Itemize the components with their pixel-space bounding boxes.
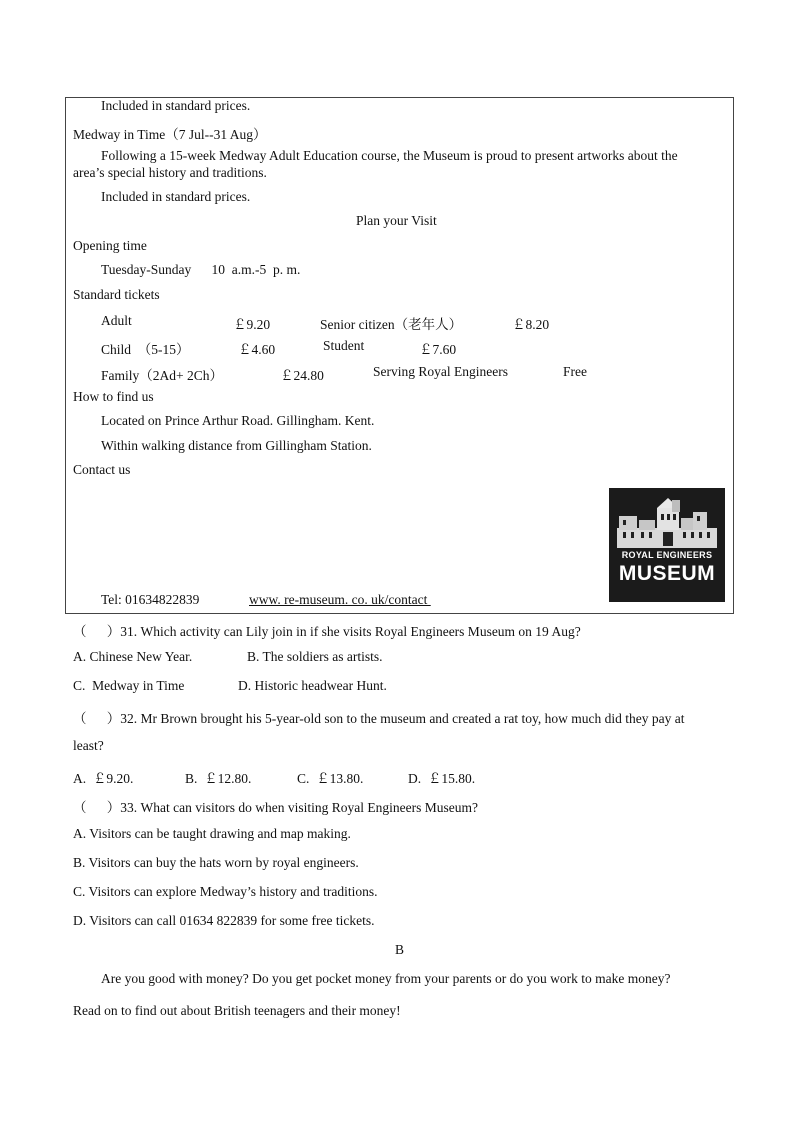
ticket-price-student: ￡7.60 (419, 342, 457, 357)
question-33-option-d: D. Visitors can call 01634 822839 for some free tickets. (73, 913, 375, 928)
section-b-paragraph-line-2: Read on to find out about British teenagers and their money! (73, 1003, 401, 1018)
contact-tel: Tel: 01634822839 (101, 592, 200, 607)
opening-time-heading: Opening time (73, 238, 147, 253)
included-text-2: Included in standard prices. (101, 189, 251, 204)
question-31-stem: （ ）31. Which activity can Lily join in if she visits Royal Engineers Museum on 19 Aug? (73, 624, 581, 639)
ticket-label-student: Student (323, 338, 365, 353)
included-text-1: Included in standard prices. (101, 98, 251, 113)
ticket-label-adult: Adult (101, 313, 132, 328)
plan-visit-title: Plan your Visit (356, 213, 437, 228)
question-32-stem-line-2: least? (73, 738, 104, 753)
standard-tickets-heading: Standard tickets (73, 287, 160, 302)
question-33-option-c: C. Visitors can explore Medway’s history and traditions. (73, 884, 378, 899)
ticket-price-senior: ￡8.20 (512, 317, 550, 332)
question-31-option-b: B. The soldiers as artists. (247, 649, 383, 664)
find-us-heading: How to find us (73, 389, 154, 404)
logo-line-2: MUSEUM (618, 562, 716, 585)
question-32-stem-line-1: （ ）32. Mr Brown brought his 5-year-old son to the museum and created a rat toy, how much did they pay at (73, 711, 685, 726)
ticket-price-royal-engineers: Free (563, 364, 587, 379)
question-31-option-d: D. Historic headwear Hunt. (238, 678, 387, 693)
question-33-stem: （ ）33. What can visitors do when visiting Royal Engineers Museum? (73, 800, 478, 815)
find-us-line-2: Within walking distance from Gillingham Station. (101, 438, 372, 453)
ticket-price-child: ￡4.60 (238, 342, 276, 357)
contact-website-link[interactable]: www. re-museum. co. uk/contact (249, 592, 431, 607)
medway-desc-line-2: area’s special history and traditions. (73, 165, 267, 180)
section-b-label: B (395, 942, 405, 957)
question-33-option-a: A. Visitors can be taught drawing and map making. (73, 826, 351, 841)
medway-desc-line-1: Following a 15-week Medway Adult Education course, the Museum is proud to present artworks about the (101, 148, 678, 163)
ticket-price-family: ￡24.80 (280, 368, 324, 383)
medway-heading: Medway in Time（7 Jul--31 Aug） (73, 127, 267, 142)
royal-engineers-museum-logo (609, 488, 725, 602)
section-b-paragraph-line-1: Are you good with money? Do you get pocket money from your parents or do you work to make money? (101, 971, 671, 986)
question-31-option-c: C. Medway in Time (73, 678, 185, 693)
opening-hours: Tuesday-Sunday 10 a.m.-5 p. m. (101, 262, 301, 277)
contact-heading: Contact us (73, 462, 131, 477)
ticket-label-child: Child （5-15） (101, 342, 190, 357)
museum-building-icon (609, 488, 725, 550)
question-32-option-c: C. ￡13.80. (297, 771, 364, 786)
ticket-label-senior: Senior citizen（老年人） (320, 317, 463, 332)
question-32-option-a: A. ￡9.20. (73, 771, 134, 786)
ticket-label-family: Family（2Ad+ 2Ch） (101, 368, 223, 383)
ticket-label-royal-engineers: Serving Royal Engineers (373, 364, 508, 379)
question-32-option-d: D. ￡15.80. (408, 771, 476, 786)
find-us-line-1: Located on Prince Arthur Road. Gillingham. Kent. (101, 413, 375, 428)
question-31-option-a: A. Chinese New Year. (73, 649, 193, 664)
question-33-option-b: B. Visitors can buy the hats worn by royal engineers. (73, 855, 359, 870)
logo-line-1: ROYAL ENGINEERS (621, 550, 713, 560)
question-32-option-b: B. ￡12.80. (185, 771, 252, 786)
ticket-price-adult: ￡9.20 (233, 317, 271, 332)
